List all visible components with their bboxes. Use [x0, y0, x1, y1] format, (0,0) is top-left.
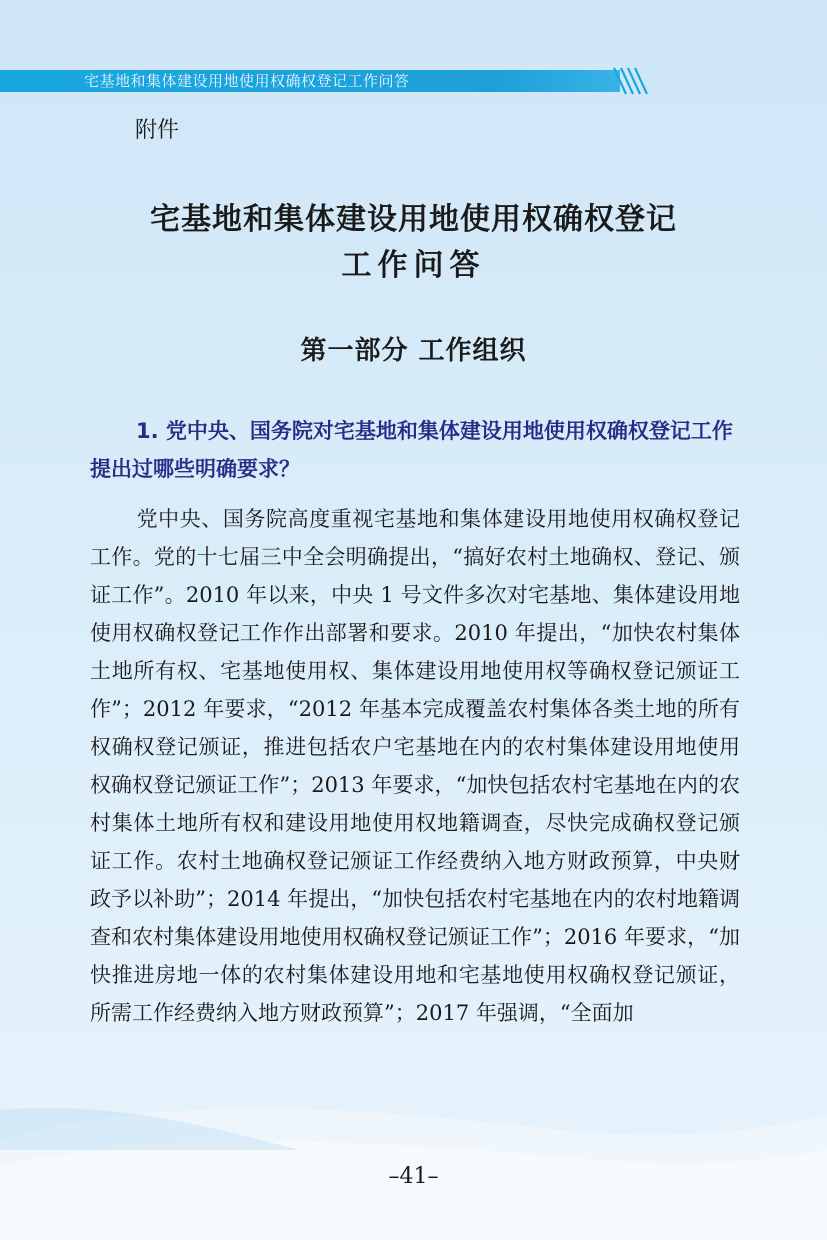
running-header-title: 宅基地和集体建设用地使用权确权登记工作问答 — [84, 72, 410, 90]
answer-paragraph — [90, 500, 740, 1032]
document-title-line-1: 宅基地和集体建设用地使用权确权登记 — [150, 202, 677, 237]
question-text: 1. 党中央、国务院对宅基地和集体建设用地使用权确权登记工作提出过哪些明确要求？ — [90, 419, 733, 481]
question-heading — [90, 412, 740, 488]
answer-text: 党中央、国务院高度重视宅基地和集体建设用地使用权确权登记工作。党的十七届三中全会明确提出，“搞好农村土地确权、登记、颁证工作”。2010 年以来，中央 1 号文件多次对宅基地、集体建设用地使用权确权登记工作作出部署和要求。2010 年提出，“加快农村集体土地所有权、宅基地使用权、集体建设用地使用权等确权登记颁证工作”；2012 年要求，“2012 年基本完成覆盖农村集体各类土地的所有权确权登记颁证，推进包括农户宅基地在内的农村集体建设用地使用权确权登记颁证工作”；2013 年要求，“加快包括农村宅基地在内的农村集体土地所有权和建设用地使用权地籍调查，尽快完成确权登记颁证工作。农村土地确权登记颁证工作经费纳入地方财政预算，中央财政予以补助”；2014 年提出，“加快包括农村宅基地在内的农村地籍调查和农村集体建设用地使用权确权登记颁证工作”；2016 年要求，“加快推进房地一体的农村集体建设用地和宅基地使用权确权登记颁证，所需工作经费纳入地方财政预算”；2017 年强调，“全面加 — [90, 507, 740, 1025]
section-heading: 第一部分 工作组织 — [300, 336, 527, 366]
attachment-label: 附件 — [135, 118, 180, 143]
bottom-wave-decoration — [0, 1070, 827, 1240]
header-stripes-decoration — [612, 66, 652, 96]
document-title-line-2: 工作问答 — [341, 248, 486, 283]
page-number: –41– — [388, 1164, 439, 1189]
